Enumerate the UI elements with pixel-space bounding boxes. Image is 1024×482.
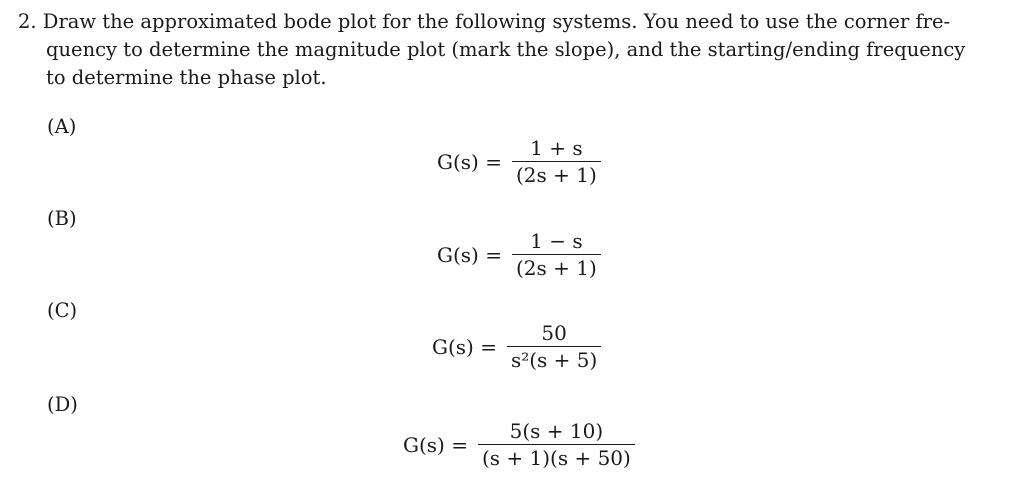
part-a-label: (A) <box>47 115 77 138</box>
part-b-label: (B) <box>47 207 77 230</box>
part-c-lhs: G(s) = <box>432 334 497 359</box>
part-c-fraction <box>507 320 601 373</box>
question-line-1: 2. Draw the approximated bode plot for the following systems. You need to use the corner fre- <box>18 10 951 33</box>
question-text <box>18 8 998 92</box>
part-d-numerator: 5(s + 10) <box>509 419 604 443</box>
part-c-label: (C) <box>47 299 78 322</box>
part-d-lhs: G(s) = <box>403 432 468 457</box>
part-a-lhs: G(s) = <box>437 149 502 174</box>
question-line-3: to determine the phase plot. <box>46 66 327 89</box>
part-d-label: (D) <box>47 393 78 416</box>
question-line-2: quency to determine the magnitude plot (mark the slope), and the starting/ending frequency <box>46 38 966 61</box>
part-b-equation <box>437 228 601 281</box>
part-d-equation <box>403 418 635 471</box>
part-b-denominator: (2s + 1) <box>515 256 597 281</box>
part-c-numerator: 50 <box>541 321 567 345</box>
part-a-fraction <box>512 135 601 188</box>
part-c-denominator: s²(s + 5) <box>510 348 598 373</box>
part-d-fraction <box>478 418 635 471</box>
part-b-fraction <box>512 228 601 281</box>
part-a-numerator: 1 + s <box>530 136 583 160</box>
part-d-denominator: (s + 1)(s + 50) <box>481 446 631 471</box>
part-b-lhs: G(s) = <box>437 242 502 267</box>
part-b-numerator: 1 − s <box>530 229 583 253</box>
part-a-equation <box>437 135 601 188</box>
part-a-denominator: (2s + 1) <box>515 163 597 188</box>
part-c-equation <box>432 320 601 373</box>
